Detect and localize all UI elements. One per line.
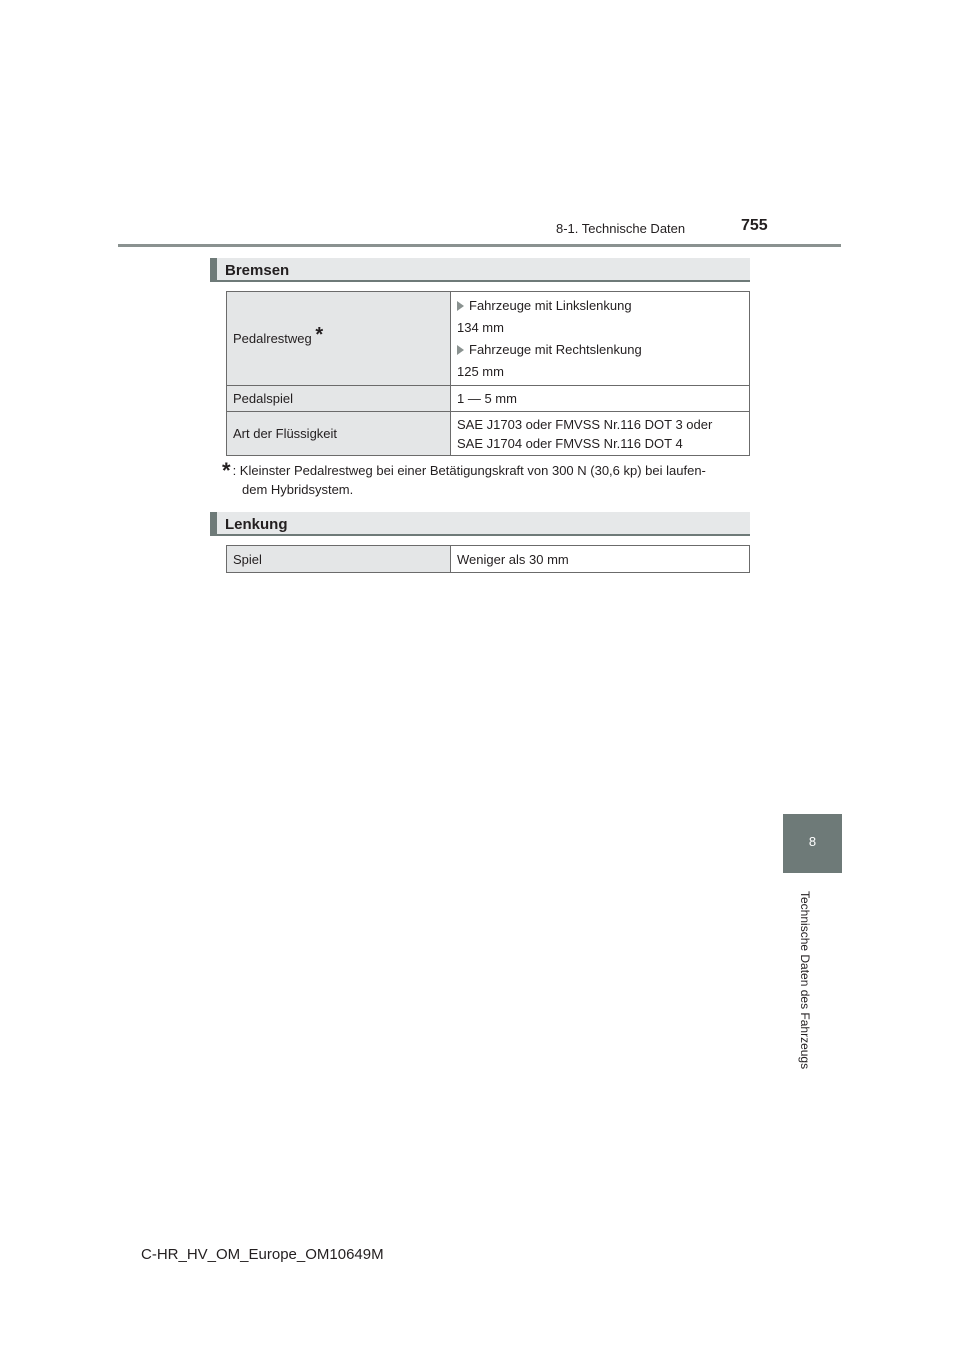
triangle-right-icon — [457, 345, 464, 355]
list-item: Fahrzeuge mit Linkslenkung — [457, 295, 743, 317]
value-line: SAE J1704 oder FMVSS Nr.116 DOT 4 — [457, 435, 683, 451]
footnote-text-cont: dem Hybridsystem. — [242, 482, 354, 497]
header-rule — [118, 244, 841, 247]
fluid-type-value — [451, 412, 750, 456]
footnote-marker: * — [222, 458, 231, 483]
table-row — [227, 386, 750, 412]
table-row — [227, 292, 750, 386]
pedal-play-label: Pedalspiel — [227, 386, 451, 412]
chapter-number: 8 — [808, 834, 817, 849]
footnote-marker: * — [315, 324, 324, 346]
section-title: 8-1. Technische Daten — [556, 221, 686, 236]
steering-play-value: Weniger als 30 mm — [451, 546, 750, 573]
triangle-right-icon — [457, 301, 464, 311]
document-code: C-HR_HV_OM_Europe_OM10649M — [141, 1246, 384, 1263]
table-row — [227, 546, 750, 573]
steering-play-label: Spiel — [227, 546, 451, 573]
list-item: Fahrzeuge mit Rechtslenkung — [457, 339, 743, 361]
table-value-cell — [451, 292, 750, 386]
value-line: SAE J1703 oder FMVSS Nr.116 DOT 3 oder — [457, 416, 713, 432]
value-text: 134 mm — [457, 319, 504, 335]
section-heading-bremsen — [210, 258, 750, 282]
steering-table — [226, 545, 750, 573]
section-heading-label: Bremsen — [225, 262, 290, 279]
section-heading-label: Lenkung — [225, 516, 288, 533]
table-label-cell — [227, 292, 451, 386]
footnote — [222, 458, 752, 499]
table-row — [227, 412, 750, 456]
footnote-text: : Kleinster Pedalrestweg bei einer Betätigungskraft von 300 N (30,6 kp) bei laufen- — [232, 463, 706, 478]
chapter-title: Technische Daten des Fahrzeugs — [798, 891, 812, 1070]
pedal-play-value: 1 — 5 mm — [451, 386, 750, 412]
chapter-tab[interactable] — [783, 814, 842, 873]
value-text: 125 mm — [457, 363, 504, 379]
brakes-table — [226, 291, 750, 456]
page-number: 755 — [741, 217, 768, 234]
fluid-type-label: Art der Flüssigkeit — [227, 412, 451, 456]
pedal-reserve-label: Pedalrestweg — [233, 331, 312, 346]
section-heading-lenkung — [210, 512, 750, 536]
